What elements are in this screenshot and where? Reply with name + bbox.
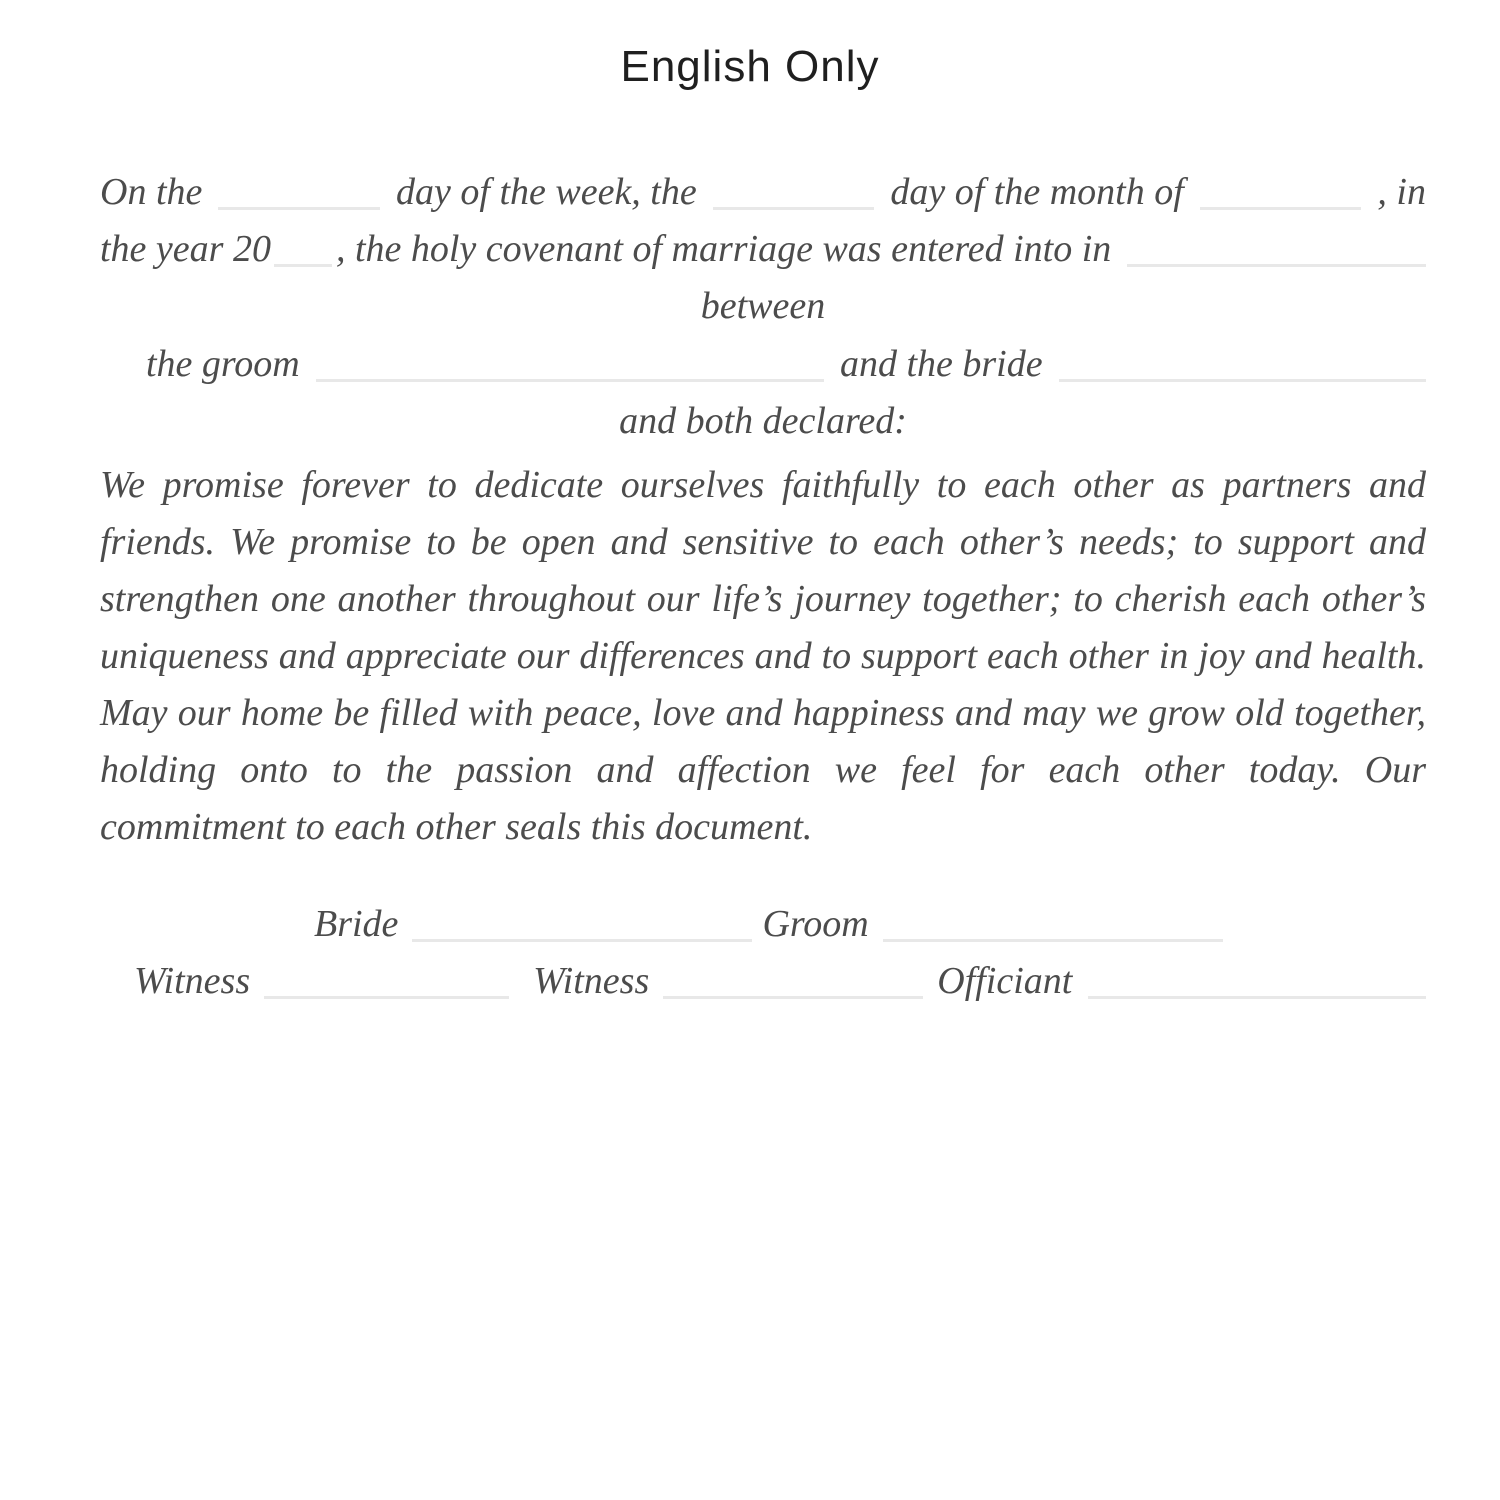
bride-label: and the bride xyxy=(839,343,1043,385)
blank-location xyxy=(1127,254,1426,267)
blank-day-of-month xyxy=(713,197,875,210)
preamble-text: the year 20 xyxy=(100,228,271,270)
blank-day-of-week xyxy=(218,197,380,210)
preamble-text: day of the week, the xyxy=(396,171,697,213)
preamble-text: On the xyxy=(100,171,203,213)
blank-groom-name xyxy=(316,369,824,382)
bride-signature-label: Bride xyxy=(314,903,399,945)
signature-block xyxy=(100,896,1426,1010)
blank-month xyxy=(1200,197,1362,210)
couple-line xyxy=(100,336,1426,393)
blank-officiant-signature xyxy=(1088,986,1426,999)
witness2-signature-label: Witness xyxy=(533,960,650,1002)
preamble-line-1 xyxy=(100,164,1426,221)
between-line: between xyxy=(700,285,826,327)
witness1-signature-label: Witness xyxy=(134,960,251,1002)
vows-paragraph: We promise forever to dedicate ourselves faithfully to each other as partners and friends. We promise to be open and sensitive to each other’s needs; to support and strengthen one another throughout our life’s journey together; to cherish each other’s uniqueness and appreciate our differences and to support each other in joy and health. May our home be filled with peace, love and happiness and may we grow old together, holding onto to the passion and affection we feel for each other today. Our commitment to each other seals this document. xyxy=(100,464,1426,848)
page-title: English Only xyxy=(620,42,880,91)
signature-row-couple xyxy=(314,896,1426,953)
declared-line: and both declared: xyxy=(619,400,907,442)
certificate-text xyxy=(100,164,1426,1010)
officiant-signature-label: Officiant xyxy=(937,960,1073,1002)
preamble-text: day of the month of xyxy=(890,171,1184,213)
groom-label: the groom xyxy=(146,343,300,385)
blank-witness1-signature xyxy=(264,986,509,999)
blank-witness2-signature xyxy=(663,986,923,999)
blank-year xyxy=(274,254,332,267)
blank-groom-signature xyxy=(883,929,1223,942)
preamble-text: , the holy covenant of marriage was entered into in xyxy=(335,228,1112,270)
preamble-text: , in xyxy=(1377,171,1426,213)
preamble-line-2 xyxy=(100,221,1426,278)
blank-bride-name xyxy=(1059,369,1426,382)
groom-signature-label: Groom xyxy=(762,903,869,945)
blank-bride-signature xyxy=(412,929,752,942)
signature-row-witnesses xyxy=(134,953,1426,1010)
